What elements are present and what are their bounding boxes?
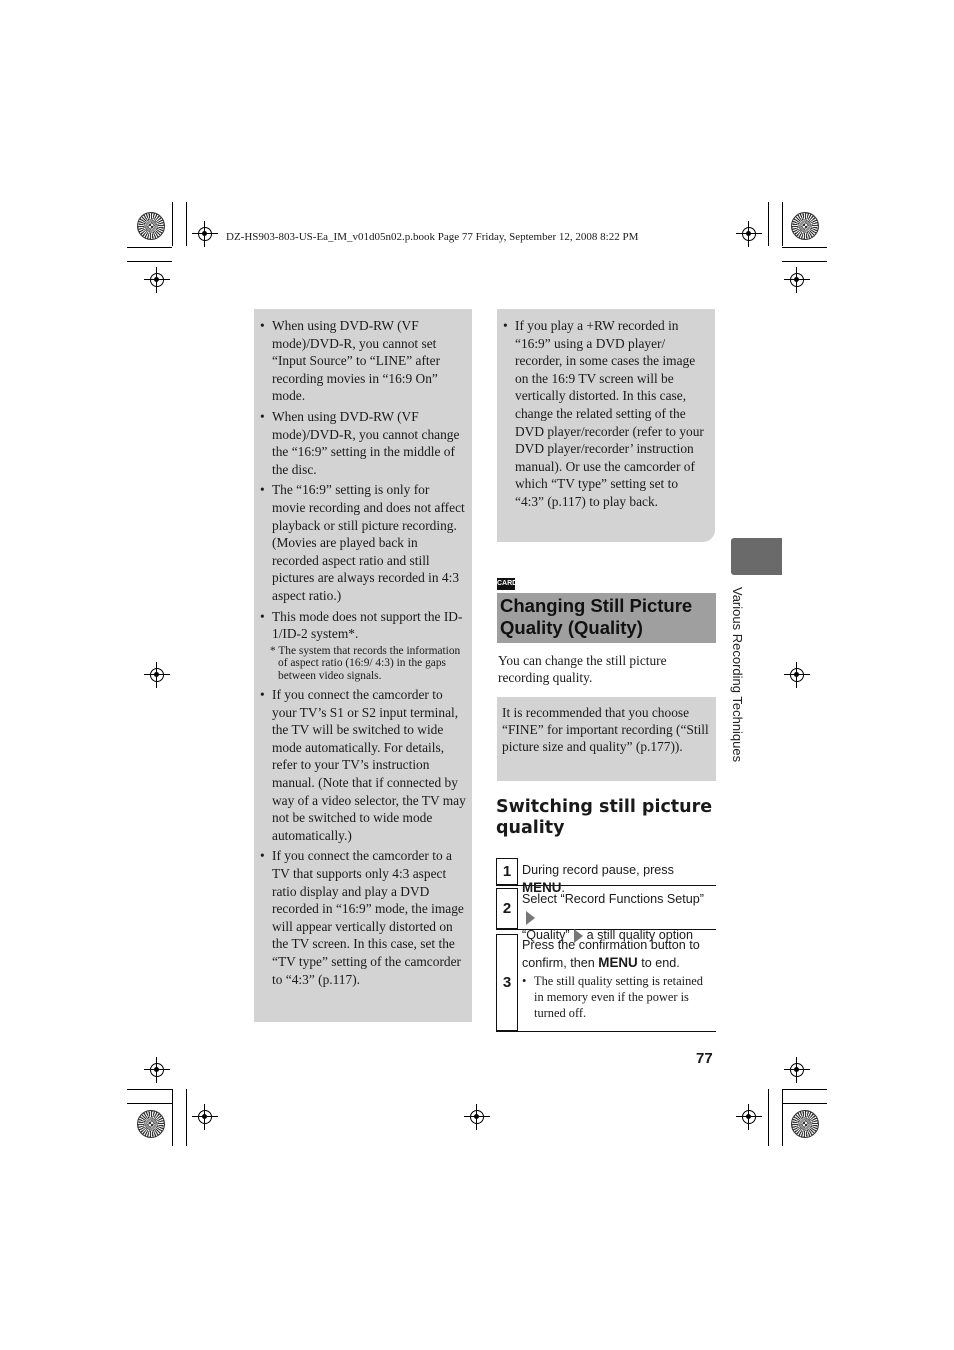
list-item: • If you connect the camcorder to your TV’s S1 or S2 input terminal, the TV will be switched to wide mode automatically. For details, refer to your TV’s instruction manual. (Note that if connected by way of a video selector, the TV may not be switched to wide mode automatically.) — [254, 686, 466, 844]
crosshair-icon — [150, 273, 164, 287]
registration-star-icon — [791, 212, 819, 240]
notes-list — [497, 309, 715, 511]
step-1 — [496, 858, 716, 895]
crosshair-icon — [742, 227, 756, 241]
step-note: • The still quality setting is retained in memory even if the power is turned off. — [522, 973, 714, 1021]
menu-button-label: MENU — [598, 955, 638, 970]
list-item: • When using DVD-RW (VF mode)/DVD-R, you cannot set “Input Source” to “LINE” after recording movies in “16:9 On” mode. — [254, 317, 466, 405]
notes-list — [254, 686, 472, 988]
footnote: * The system that records the information of aspect ratio (16:9/ 4:3) in the gaps between video signals. — [270, 644, 461, 683]
crosshair-icon — [790, 1063, 804, 1077]
step-3 — [496, 934, 716, 1032]
crosshair-icon — [470, 1110, 484, 1124]
list-item: • The “16:9” setting is only for movie recording and does not affect playback or still picture recording. (Movies are played back in recorded aspect ratio and still pictures are always recorded in 4:3 aspect ratio.) — [254, 481, 466, 604]
arrow-right-icon — [526, 911, 535, 925]
notes-box-left — [254, 309, 472, 1022]
registration-star-icon — [137, 1110, 165, 1138]
tip-box: It is recommended that you choose “FINE” for important recording (“Still picture size and quality” (p.177)). — [497, 697, 716, 781]
list-item: • If you play a +RW recorded in “16:9” using a DVD player/ recorder, in some cases the image on the 16:9 TV screen will be vertically distorted. In this case, change the related setting of the DVD player/recorder (refer to your DVD player/recorder’ instruction manual). Or use the camcorder of which “TV type” setting set to “4:3” (p.117) to play back. — [497, 317, 709, 511]
crosshair-icon — [198, 227, 212, 241]
list-item: • When using DVD-RW (VF mode)/DVD-R, you cannot change the “16:9” setting in the middle of the disc. — [254, 408, 466, 478]
card-icon: CARD — [497, 578, 515, 590]
crosshair-icon — [198, 1110, 212, 1124]
chapter-tab — [731, 538, 782, 575]
crosshair-icon — [790, 273, 804, 287]
crosshair-icon — [150, 668, 164, 682]
notes-list — [254, 309, 472, 643]
registration-star-icon — [791, 1110, 819, 1138]
step-text: Select “Record Functions Setup” “Quality” a still quality option — [522, 892, 704, 942]
step-number: 2 — [496, 888, 518, 929]
step-number: 3 — [496, 934, 518, 1031]
list-item: • This mode does not support the ID-1/ID-2 system*. — [254, 608, 466, 643]
notes-box-right — [497, 309, 715, 542]
subheading: Switching still picture quality — [496, 797, 713, 838]
page-number: 77 — [696, 1050, 713, 1067]
step-text: Press the confirmation button to confirm, then MENU to end. • The still quality setting is retained in memory even if the power is turned off. — [522, 936, 714, 1021]
chapter-label: Various Recording Techniques — [730, 587, 745, 763]
step-text: During record pause, press MENU. — [522, 863, 674, 895]
intro-text: You can change the still picture recording quality. — [498, 653, 667, 685]
menu-button-label: MENU — [522, 880, 562, 895]
step-2 — [496, 888, 716, 942]
file-info-header: DZ-HS903-803-US-Ea_IM_v01d05n02.p.book Page 77 Friday, September 12, 2008 8:22 PM — [226, 231, 639, 243]
crosshair-icon — [150, 1063, 164, 1077]
crosshair-icon — [790, 668, 804, 682]
section-title: Changing Still Picture Quality (Quality) — [497, 593, 716, 643]
registration-star-icon — [137, 212, 165, 240]
list-item: • If you connect the camcorder to a TV that supports only 4:3 aspect ratio display and play a DVD recorded in “16:9” mode, the image will appear vertically distorted on the TV screen. In this case, set the “TV type” setting of the camcorder to “4:3” (p.117). — [254, 847, 466, 988]
step-number: 1 — [496, 858, 518, 885]
crosshair-icon — [742, 1110, 756, 1124]
